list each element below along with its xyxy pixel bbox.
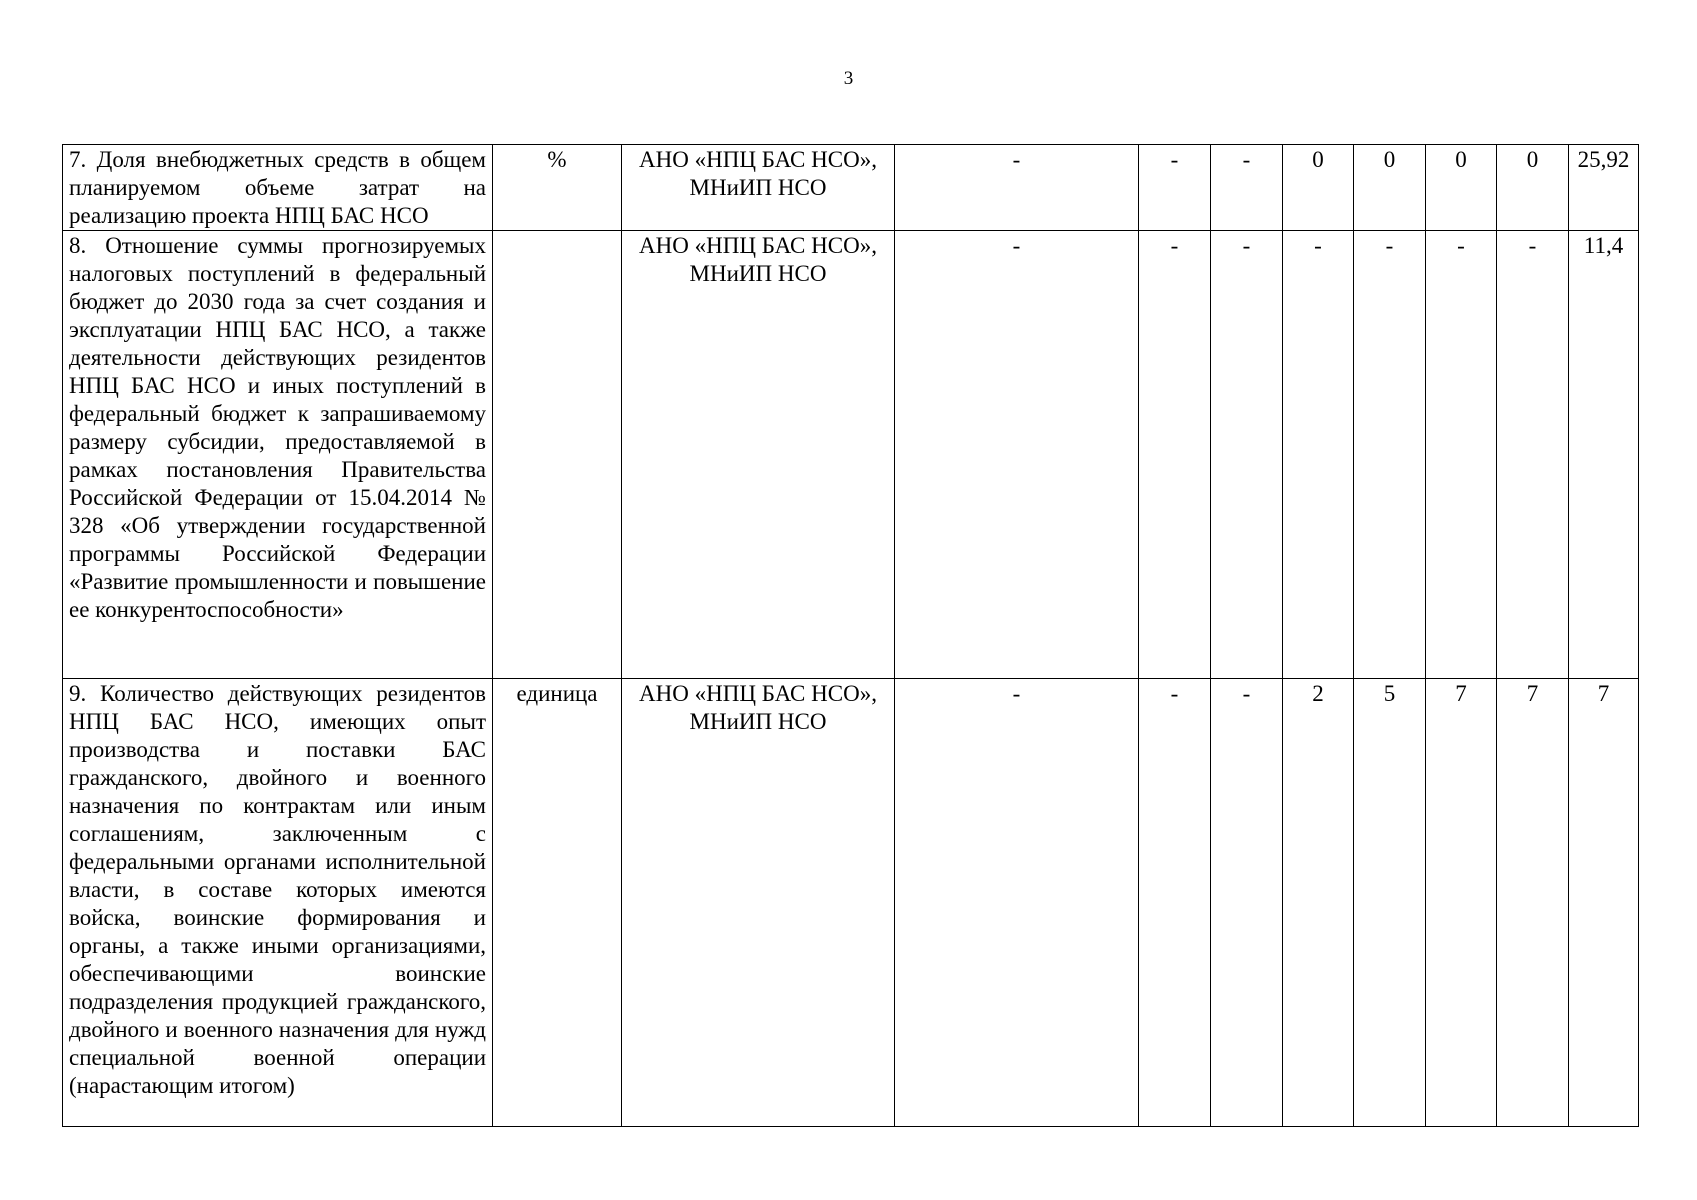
value-cell: -: [1139, 679, 1211, 1127]
unit-cell: %: [493, 145, 622, 231]
value-cell: -: [895, 679, 1139, 1127]
value-cell: 0: [1354, 145, 1426, 231]
responsible-cell: АНО «НПЦ БАС НСО», МНиИП НСО: [622, 679, 895, 1127]
value-cell: 7: [1426, 679, 1497, 1127]
value-cell: -: [1497, 231, 1569, 679]
indicators-table: [62, 144, 1639, 1127]
value-cell: 11,4: [1569, 231, 1639, 679]
table-row: [63, 679, 1639, 1127]
indicator-name: 8. Отношение суммы прогнозируемых налоговых поступлений в федеральный бюджет до 2030 года за счет создания и эксплуатации НПЦ БАС НСО, а также деятельности действующих резидентов НПЦ БАС НСО и иных поступлений в федеральный бюджет к запрашиваемому размеру субсидии, предоставляемой в рамках постановления Правительства Российской Федерации от 15.04.2014 № 328 «Об утверждении государственной программы Российской Федерации «Развитие промышленности и повышение ее конкурентоспособности»: [63, 231, 493, 679]
unit-cell: [493, 231, 622, 679]
value-cell: 7: [1569, 679, 1639, 1127]
value-cell: 25,92: [1569, 145, 1639, 231]
value-cell: -: [1211, 679, 1283, 1127]
table-row: [63, 231, 1639, 679]
indicator-name: 9. Количество действующих резидентов НПЦ БАС НСО, имеющих опыт производства и поставки БАС гражданского, двойного и военного назначения по контрактам или иным соглашениям, заключенным с федеральными органами исполнительной власти, в составе которых имеются войска, воинские формирования и органы, а также иными организациями, обеспечивающими воинские подразделения продукцией гражданского, двойного и военного назначения для нужд специальной военной операции (нарастающим итогом): [63, 679, 493, 1127]
unit-cell: единица: [493, 679, 622, 1127]
responsible-cell: АНО «НПЦ БАС НСО», МНиИП НСО: [622, 231, 895, 679]
page-number: 3: [843, 68, 854, 89]
value-cell: -: [895, 145, 1139, 231]
value-cell: -: [1354, 231, 1426, 679]
value-cell: -: [1283, 231, 1354, 679]
table-row: [63, 145, 1639, 231]
value-cell: -: [895, 231, 1139, 679]
value-cell: -: [1139, 231, 1211, 679]
responsible-cell: АНО «НПЦ БАС НСО», МНиИП НСО: [622, 145, 895, 231]
value-cell: 5: [1354, 679, 1426, 1127]
indicator-name: 7. Доля внебюджетных средств в общем планируемом объеме затрат на реализацию проекта НПЦ БАС НСО: [63, 145, 493, 231]
value-cell: 0: [1426, 145, 1497, 231]
value-cell: 7: [1497, 679, 1569, 1127]
value-cell: -: [1211, 231, 1283, 679]
value-cell: -: [1139, 145, 1211, 231]
value-cell: 0: [1497, 145, 1569, 231]
value-cell: -: [1426, 231, 1497, 679]
value-cell: 2: [1283, 679, 1354, 1127]
value-cell: -: [1211, 145, 1283, 231]
value-cell: 0: [1283, 145, 1354, 231]
